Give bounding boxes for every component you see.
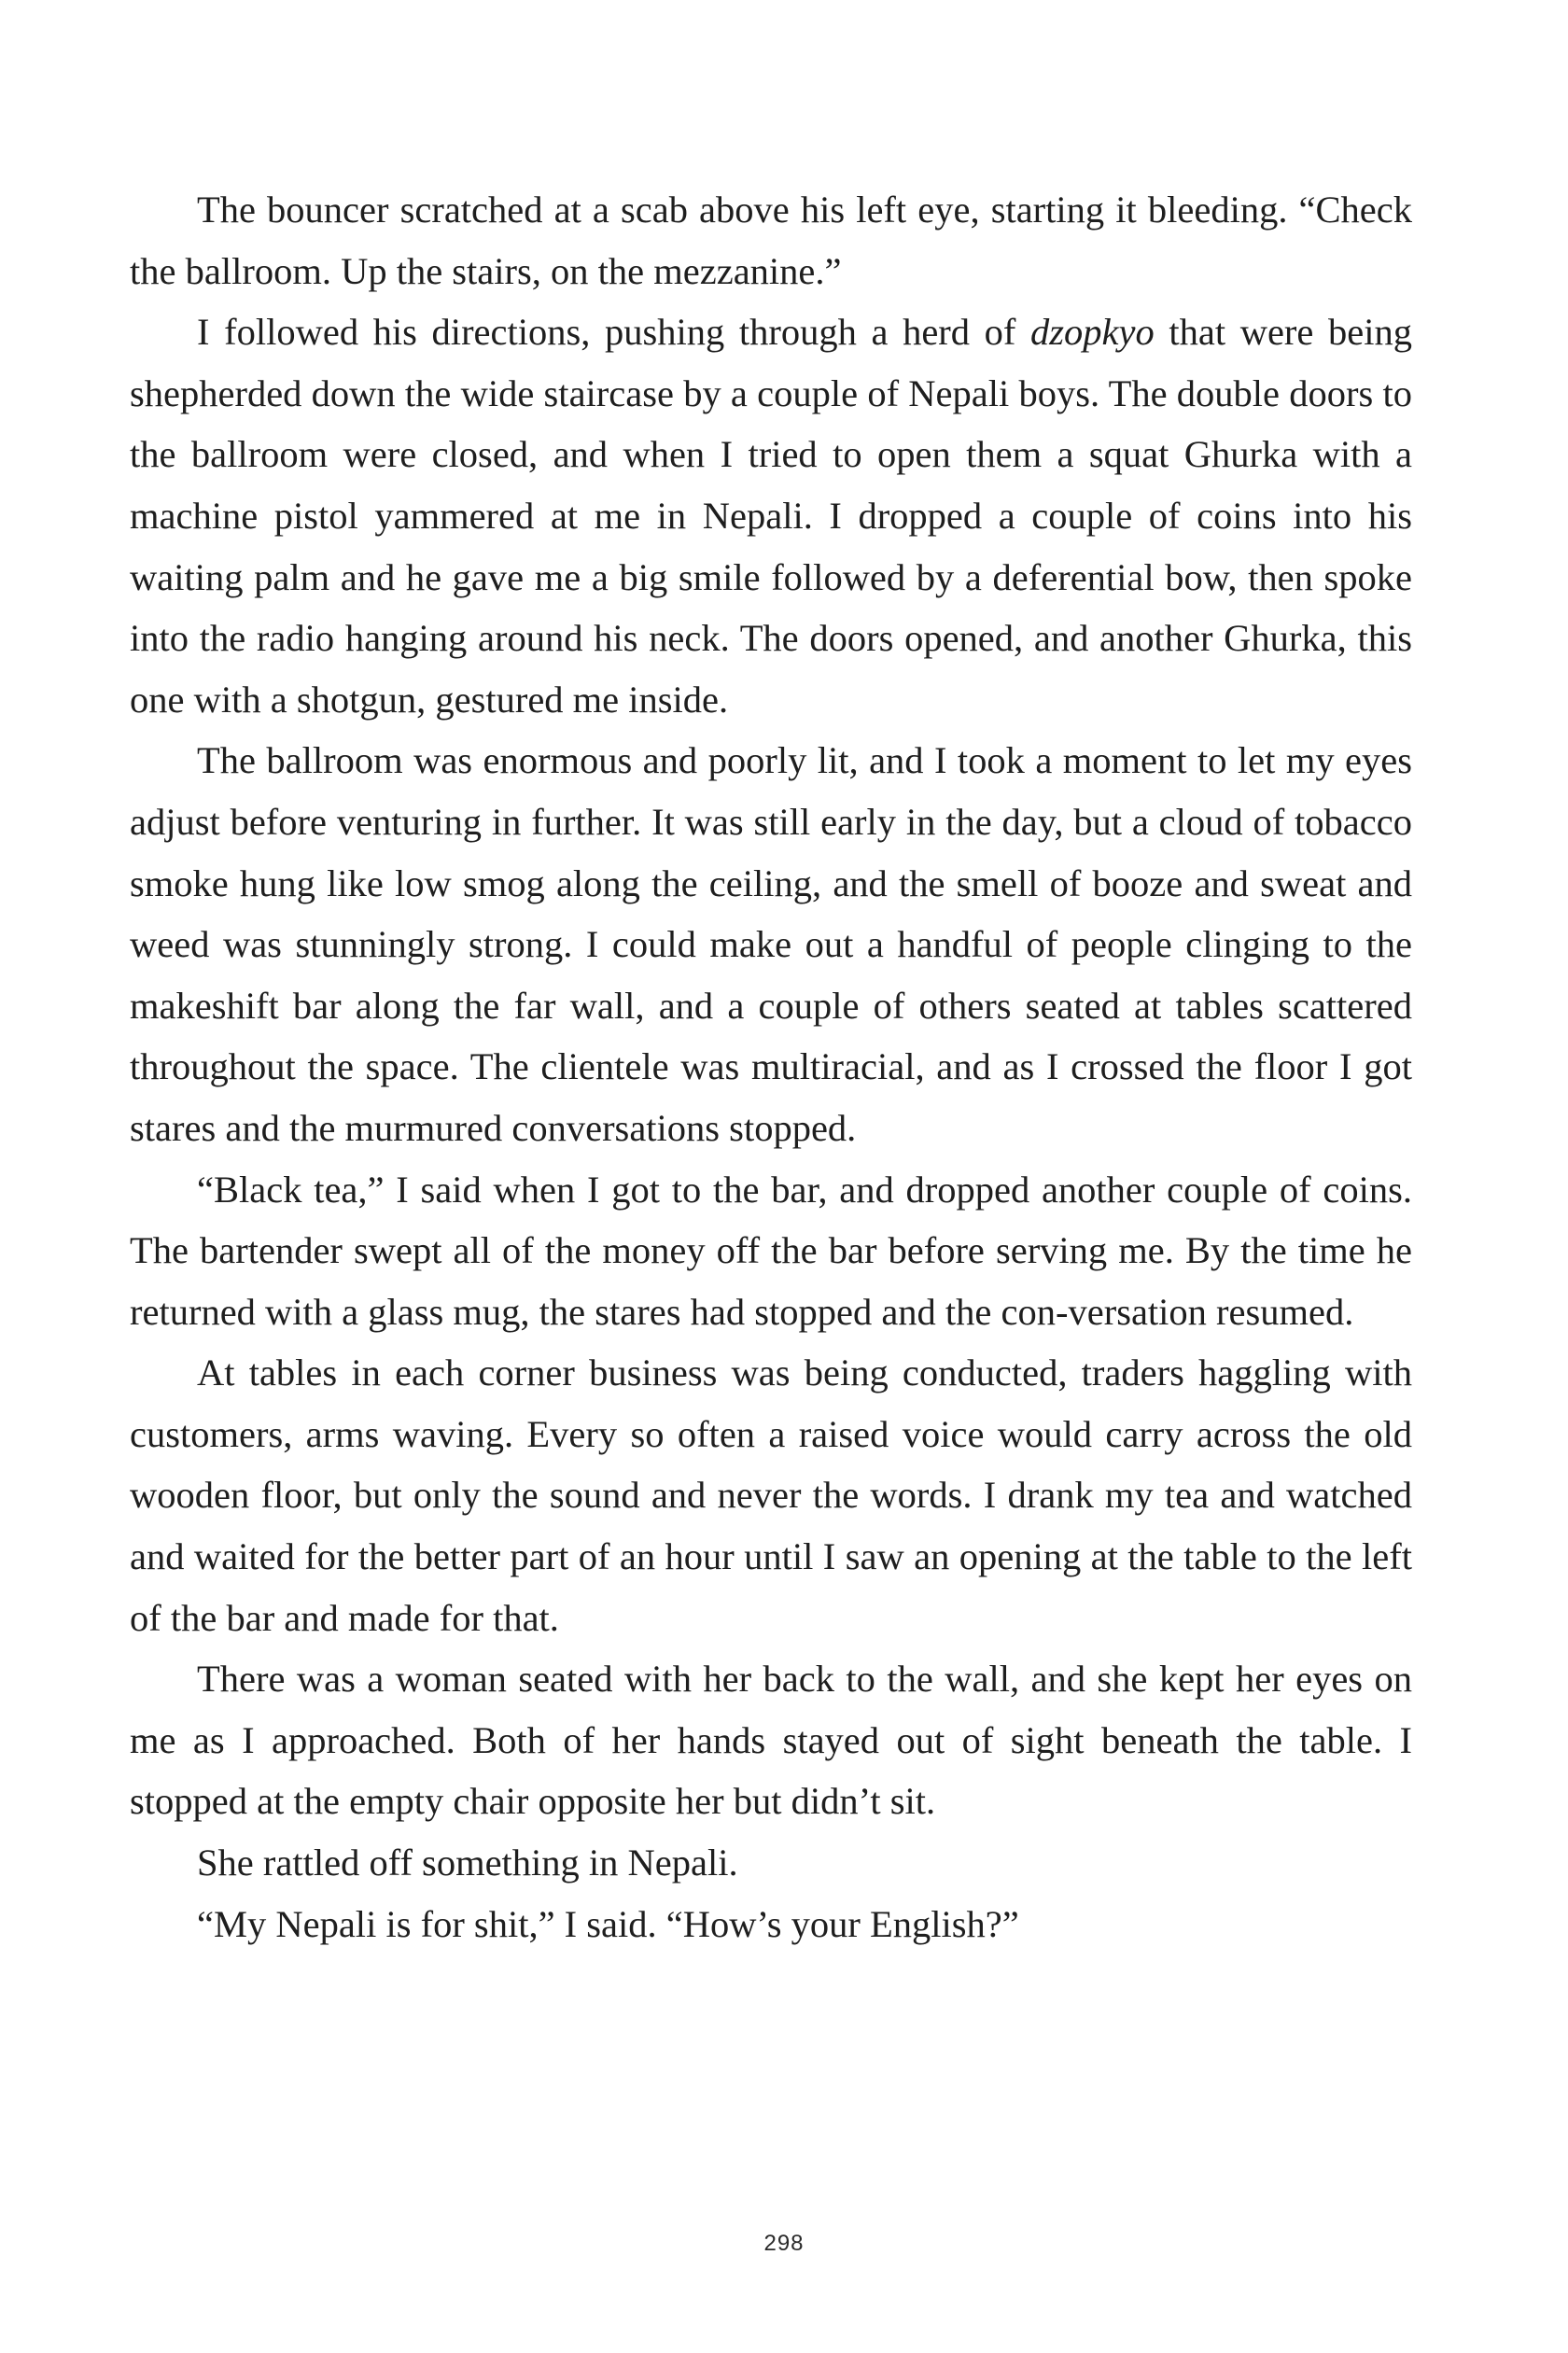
text-run: “My Nepali is for shit,” I said. “How’s your English?” — [197, 1902, 1019, 1945]
text-run: I followed his directions, pushing through a herd of — [197, 311, 1031, 354]
text-run: There was a woman seated with her back to the wall, and she kept her eyes on me as I approached. Both of her hands stayed out of sight beneath the table. I stopped at the empty chair opposite her but didn’t sit. — [130, 1658, 1412, 1823]
paragraph — [130, 301, 1412, 730]
text-run: The bouncer scratched at a scab above his left eye, starting it bleeding. “Check the ballroom. Up the stairs, on the mezzanine.” — [130, 189, 1412, 292]
page-number: 298 — [763, 2231, 805, 2256]
text-run: “Black tea,” I said when I got to the bar, and dropped another couple of coins. The bartender swept all of the money off the bar before serving me. By the time he returned with a glass mug, the stares had stopped and the con-versation resumed. — [130, 1168, 1412, 1333]
paragraph — [130, 1159, 1412, 1343]
body-text — [130, 179, 1412, 1954]
italic-term: dzopkyo — [1030, 311, 1155, 354]
paragraph — [130, 1648, 1412, 1832]
paragraph — [130, 1894, 1412, 1955]
paragraph — [130, 1342, 1412, 1648]
text-run: She rattled off something in Nepali. — [197, 1842, 738, 1884]
paragraph — [130, 730, 1412, 1158]
text-run: The ballroom was enormous and poorly lit, and I took a moment to let my eyes adjust before venturing in further. It was still early in the day, but a cloud of tobacco smoke hung like low smog along the ceiling, and the smell of booze and sweat and weed was stunningly strong. I could make out a handful of people clinging to the makeshift bar along the far wall, and a couple of others seated at tables scattered throughout the space. The clientele was multiracial, and as I crossed the floor I got stares and the murmured conversations stopped. — [130, 739, 1412, 1149]
text-run: At tables in each corner business was being conducted, traders haggling with customers, arms waving. Every so often a raised voice would carry across the old wooden floor, but only the sound and never the words. I drank my tea and watched and waited for the better part of an hour until I saw an opening at the table to the left of the bar and made for that. — [130, 1352, 1412, 1639]
paragraph — [130, 1832, 1412, 1894]
text-run: that were being shepherded down the wide staircase by a couple of Nepali boys. The double doors to the ballroom were closed, and when I tried to open them a squat Ghurka with a machine pistol yammered at me in Nepali. I dropped a couple of coins into his waiting palm and he gave me a big smile followed by a deferential bow, then spoke into the radio hanging around his neck. The doors opened, and another Ghurka, this one with a shotgun, gestured me inside. — [130, 311, 1412, 721]
paragraph — [130, 179, 1412, 301]
